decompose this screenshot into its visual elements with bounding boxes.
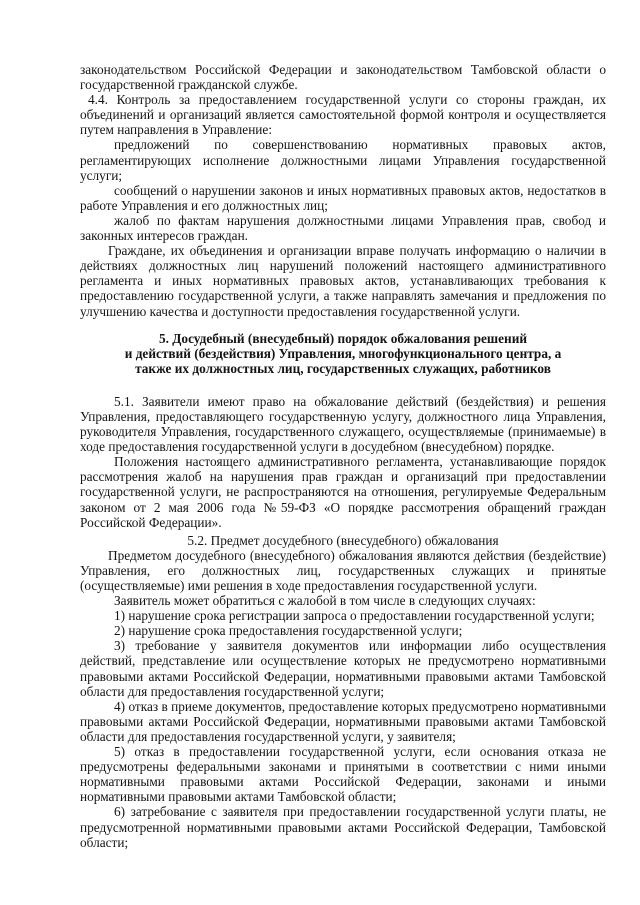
paragraph: сообщений о нарушении законов и иных нормативных правовых актов, недостатков в работе Управления и его должностных лиц;	[80, 182, 606, 213]
paragraph: предложений по совершенствованию нормативных правовых актов, регламентирующих исполнение должностными лицами Управления государственной услуги;	[80, 137, 606, 183]
section-5-heading-line-2: и действий (бездействия) Управления, многофункционального центра, а	[124, 345, 562, 361]
section-4-continuation	[80, 62, 606, 319]
paragraph: Заявитель может обратиться с жалобой в том числе в следующих случаях:	[114, 593, 536, 609]
paragraph: Граждане, их объединения и организации вправе получать информацию о наличии в действиях должностных лиц нарушений положений настоящего административного регламента и иных нормативных правовых актов, устанавливающих требования к предоставлению государственной услуги, а также направлять замечания и предложения по улучшению качества и доступности предоставления государственной услуги.	[80, 243, 606, 319]
section-5-2	[80, 548, 606, 850]
paragraph: 5) отказ в предоставлении государственной услуги, если основания отказа не предусмотрены федеральными законами и принятыми в соответствии с ними иными нормативными правовыми актами Российской Федерации, законами и иными нормативными правовыми актами Тамбовской области;	[80, 744, 606, 805]
paragraph: жалоб по фактам нарушения должностными лицами Управления прав, свобод и законных интересов граждан.	[80, 212, 606, 244]
paragraph: 1) нарушение срока регистрации запроса о предоставлении государственной услуги;	[114, 608, 595, 624]
paragraph: Положения настоящего административного регламента, устанавливающие порядок рассмотрения жалоб на нарушения прав граждан и организаций при предоставлении государственной услуги, не распространяются на отношения, регулируемые Федеральным законом от 2 мая 2006 года №59-ФЗ «О порядке рассмотрения обращений граждан Российской Федерации».	[80, 454, 606, 530]
subsection-5-2-heading: 5.2. Предмет досудебного (внесудебного) обжалования	[187, 532, 499, 548]
section-5-1	[80, 394, 606, 530]
paragraph: 5.1. Заявители имеют право на обжалование действий (бездействия) и решения Управления, предоставляющего государственную услугу, должностного лица Управления, руководителя Управления, государственного служащего, осуществляемые (принимаемые) в ходе предоставления государственной услуги в досудебном (внесудебном) порядке.	[80, 393, 606, 455]
section-5-heading	[80, 331, 606, 376]
paragraph: 4.4. Контроль за предоставлением государственной услуги со стороны граждан, их объединений и организаций является самостоятельной формой контроля и осуществляется путем направления в Управление:	[80, 92, 606, 138]
section-5-heading-line-1: 5. Досудебный (внесудебный) порядок обжалования решений	[158, 330, 528, 346]
paragraph: законодательством Российской Федерации и законодательством Тамбовской области о государственной гражданской службе.	[80, 62, 606, 93]
paragraph: Предметом досудебного (внесудебного) обжалования являются действия (бездействие) Управления, его должностных лиц, государственных служащих и принятые (осуществляемые) ими решения в ходе предоставления государственной услуги.	[80, 547, 606, 593]
document-page	[80, 62, 606, 850]
paragraph: 4) отказ в приеме документов, предоставление которых предусмотрено нормативными правовыми актами Российской Федерации, нормативными правовыми актами Тамбовской области для предоставления государственной услуги, у заявителя;	[80, 698, 606, 744]
paragraph: 6) затребование с заявителя при предоставлении государственной услуги платы, не предусмотренной нормативными правовыми актами Российской Федерации, Тамбовской области;	[80, 804, 606, 850]
paragraph: 2) нарушение срока предоставления государственной услуги;	[114, 623, 463, 639]
section-5-heading-line-3: также их должностных лиц, государственных служащих, работников	[135, 360, 551, 376]
paragraph: 3) требование у заявителя документов или информации либо осуществления действий, представление или осуществление которых не предусмотрено нормативными правовыми актами Российской Федерации, нормативными правовыми актами Тамбовской области для предоставления государственной услуги;	[80, 638, 606, 699]
